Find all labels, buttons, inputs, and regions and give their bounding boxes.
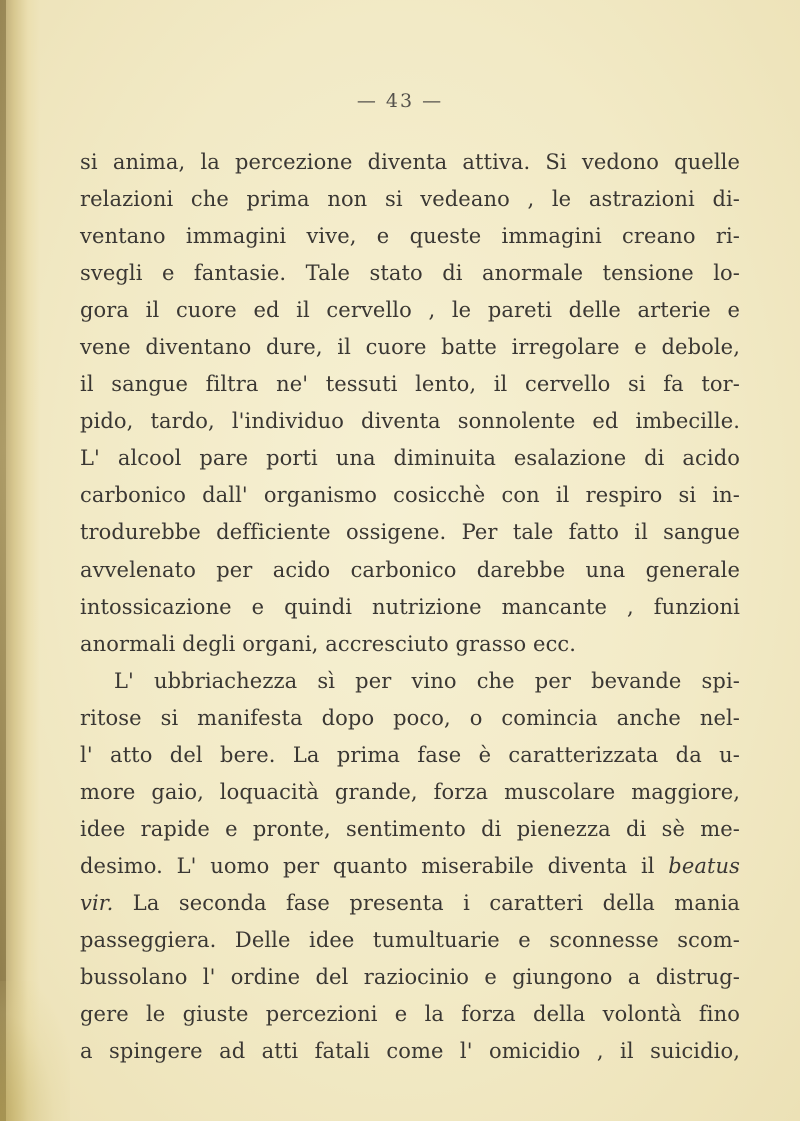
text-line: l' atto del bere. La prima fase è caratterizzata da u-: [80, 742, 740, 767]
text-line: gora il cuore ed il cervello , le pareti delle arterie e: [80, 298, 740, 323]
text-line: ventano immagini vive, e queste immagini creano ri-: [80, 224, 740, 249]
text-line: gere le giuste percezioni e la forza della volontà fino: [80, 1002, 740, 1027]
page-stain: [0, 981, 70, 1121]
text-line-with-italic: [80, 848, 740, 885]
italic-word: vir.: [80, 890, 114, 915]
text-line: pido, tardo, l'individuo diventa sonnolente ed imbecille.: [80, 409, 740, 434]
text-line: bussolano l' ordine del raziocinio e giungono a distrug-: [80, 965, 740, 990]
text-line: idee rapide e pronte, sentimento di pienezza di sè me-: [80, 816, 740, 841]
text-line: passeggiera. Delle idee tumultuarie e sconnesse scom-: [80, 927, 740, 952]
page-binding-edge: [0, 0, 6, 1121]
text-segment: desimo. L' uomo per quanto miserabile diventa il: [80, 853, 655, 878]
text-line: ritose si manifesta dopo poco, o comincia anche nel-: [80, 705, 740, 730]
text-segment: La seconda fase presenta i caratteri della mania: [113, 890, 740, 915]
italic-word: beatus: [668, 853, 741, 878]
text-line: carbonico dall' organismo cosicchè con il respiro si in-: [80, 483, 740, 508]
text-line: vene diventano dure, il cuore batte irregolare e debole,: [80, 335, 740, 360]
text-line: L' ubbriachezza sì per vino che per bevande spi-: [114, 668, 740, 693]
text-line-with-italic: [80, 885, 740, 922]
body-text: [80, 144, 740, 1070]
text-line: intossicazione e quindi nutrizione mancante , funzioni: [80, 594, 740, 619]
text-line: relazioni che prima non si vedeano , le astrazioni di-: [80, 187, 740, 212]
text-line: more gaio, loquacità grande, forza muscolare maggiore,: [80, 779, 740, 804]
text-line: L' alcool pare porti una diminuita esalazione di acido: [80, 446, 740, 471]
page-number: — 43 —: [356, 90, 444, 112]
text-line: a spingere ad atti fatali come l' omicidio , il suicidio,: [80, 1039, 740, 1064]
text-line: il sangue filtra ne' tessuti lento, il cervello si fa tor-: [80, 372, 740, 397]
text-line: svegli e fantasie. Tale stato di anormale tensione lo-: [80, 261, 740, 286]
page-gutter-shadow: [0, 0, 40, 1121]
text-line: trodurebbe defficiente ossigene. Per tale fatto il sangue: [80, 520, 740, 545]
text-line: anormali degli organi, accresciuto grasso ecc.: [80, 631, 577, 656]
text-line: si anima, la percezione diventa attiva. Si vedono quelle: [80, 150, 740, 174]
text-line: avvelenato per acido carbonico darebbe una generale: [80, 557, 740, 582]
